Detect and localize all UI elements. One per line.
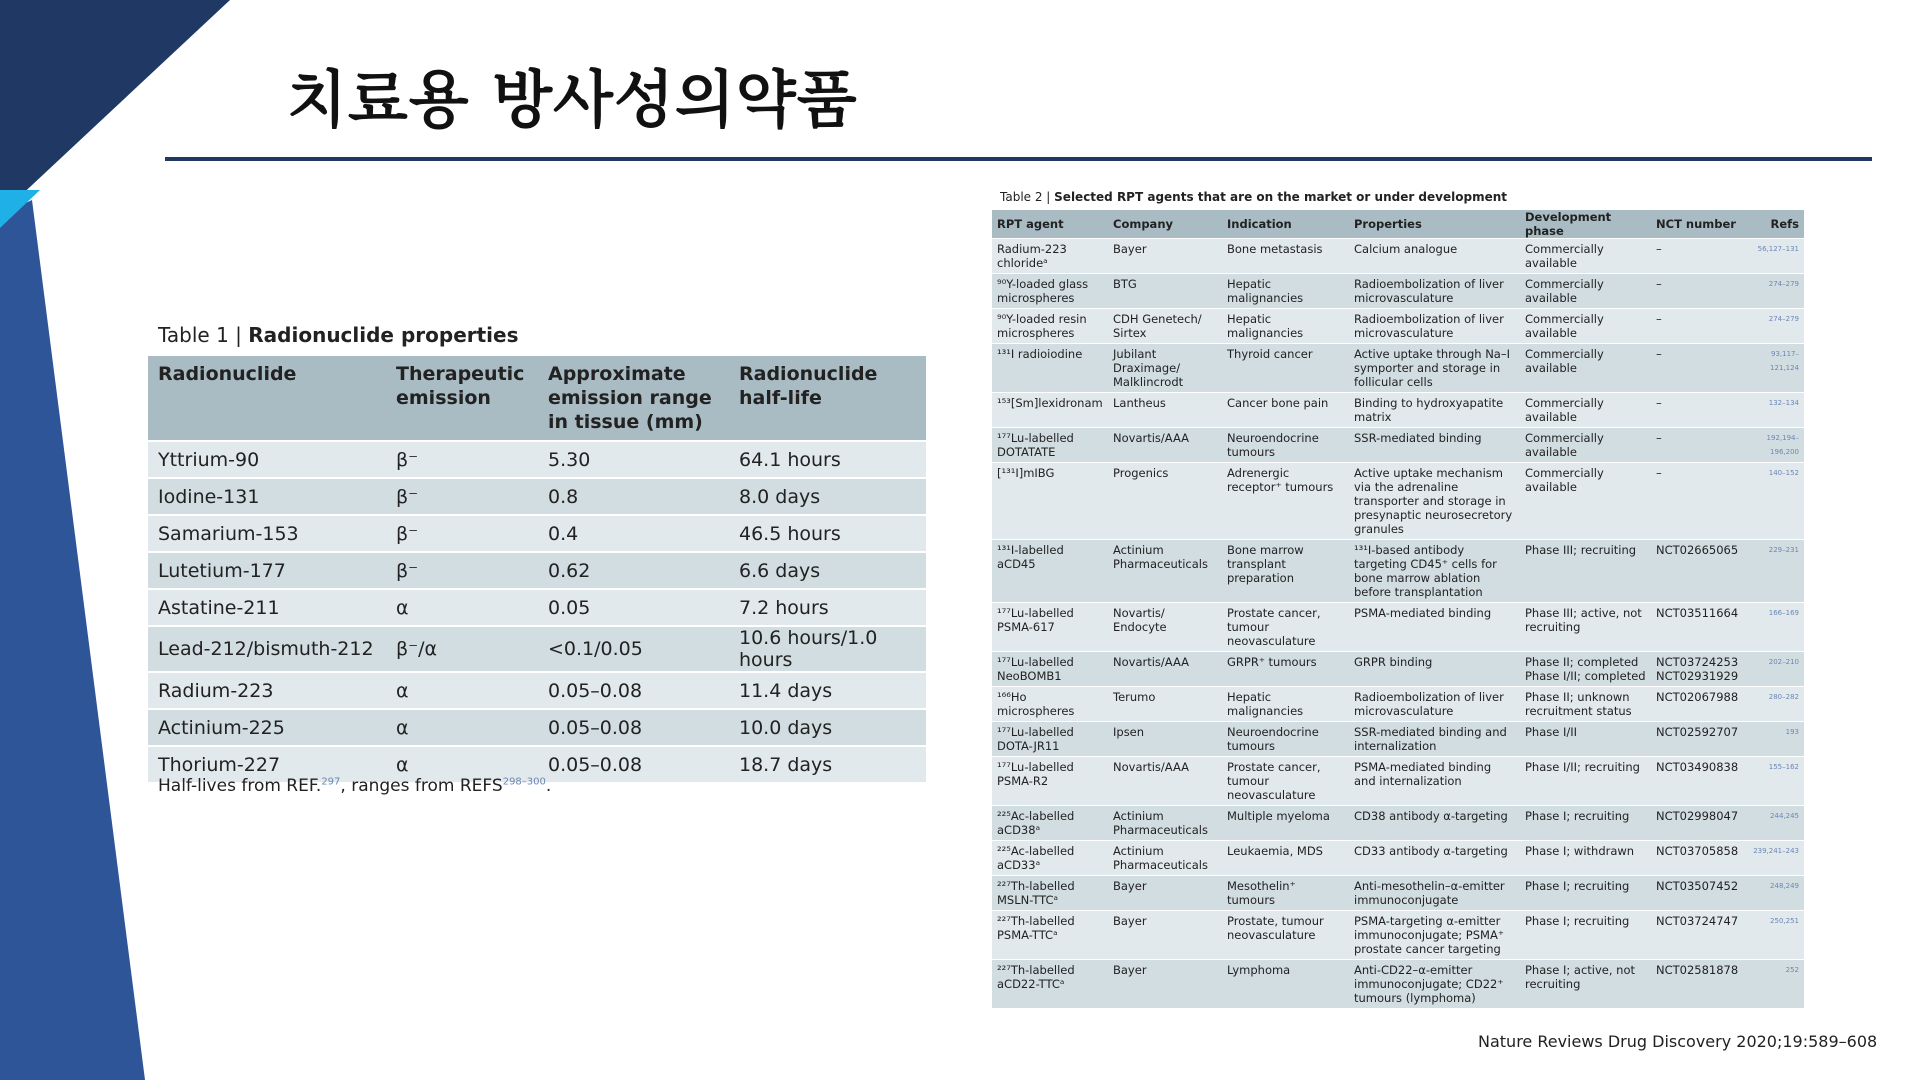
table-cell: 0.8 (538, 478, 729, 515)
table-cell: 7.2 hours (729, 589, 926, 626)
table-cell: 140–152 (1747, 463, 1804, 540)
table-cell: Commercially available (1520, 393, 1651, 428)
table-cell: Astatine-211 (148, 589, 386, 626)
table-row (992, 428, 1804, 463)
table-cell: Bayer (1108, 960, 1222, 1009)
table-cell: Neuroendocrine tumours (1222, 722, 1349, 757)
title-underline (165, 157, 1872, 161)
table-cell: Actinium Pharmaceuticals (1108, 806, 1222, 841)
table-cell: 0.05–0.08 (538, 746, 729, 782)
table-cell: Radioembolization of liver microvasculature (1349, 309, 1520, 344)
table-cell: ¹⁷⁷Lu-labelled DOTA-JR11 (992, 722, 1108, 757)
table-cell: CDH Genetech/ Sirtex (1108, 309, 1222, 344)
table-cell: Bayer (1108, 239, 1222, 274)
table1-header-row (148, 356, 926, 441)
table-cell: Anti-CD22–α-emitter immunoconjugate; CD22⁺ tumours (lymphoma) (1349, 960, 1520, 1009)
footnote-text: Half-lives from REF. (158, 776, 322, 796)
table-cell: – (1651, 393, 1747, 428)
table-cell: 93,117–121,124 (1747, 344, 1804, 393)
table-cell: Leukaemia, MDS (1222, 841, 1349, 876)
table-cell: CD33 antibody α-targeting (1349, 841, 1520, 876)
table-cell: β⁻ (386, 478, 538, 515)
table-cell: Iodine-131 (148, 478, 386, 515)
table-cell: Anti-mesothelin–α-emitter immunoconjugate (1349, 876, 1520, 911)
table-cell: Actinium Pharmaceuticals (1108, 540, 1222, 603)
table-cell: ²²⁷Th-labelled PSMA-TTCᵃ (992, 911, 1108, 960)
table-row (992, 722, 1804, 757)
table-cell: Commercially available (1520, 344, 1651, 393)
table-cell: GRPR⁺ tumours (1222, 652, 1349, 687)
table-cell: 239,241–243 (1747, 841, 1804, 876)
table-cell: 166–169 (1747, 603, 1804, 652)
table2-header-row (992, 210, 1804, 239)
table2-header-cell: Indication (1222, 210, 1349, 239)
table-cell: 5.30 (538, 441, 729, 478)
table-cell: Phase II; completed Phase I/II; completed (1520, 652, 1651, 687)
table-cell: ²²⁵Ac-labelled aCD38ᵃ (992, 806, 1108, 841)
table-cell: Phase I/II; recruiting (1520, 757, 1651, 806)
table-row (148, 672, 926, 709)
blue-left-band (0, 200, 145, 1080)
table-cell: Commercially available (1520, 309, 1651, 344)
table-cell: Thorium-227 (148, 746, 386, 782)
table-cell: ¹⁷⁷Lu-labelled PSMA-617 (992, 603, 1108, 652)
table-row (992, 876, 1804, 911)
table-cell: Novartis/AAA (1108, 652, 1222, 687)
table-cell: ¹³¹I-based antibody targeting CD45⁺ cells for bone marrow ablation before transplantation (1349, 540, 1520, 603)
table-cell: NCT03490838 (1651, 757, 1747, 806)
table-cell: Bone metastasis (1222, 239, 1349, 274)
table2-caption (1000, 190, 1507, 204)
table-cell: Lead-212/bismuth-212 (148, 626, 386, 672)
table-cell: α (386, 709, 538, 746)
table-cell: ²²⁵Ac-labelled aCD33ᵃ (992, 841, 1108, 876)
table-cell: Mesothelin⁺ tumours (1222, 876, 1349, 911)
table-cell: BTG (1108, 274, 1222, 309)
table-row (992, 344, 1804, 393)
table-cell: Active uptake through Na–I symporter and storage in follicular cells (1349, 344, 1520, 393)
table-cell: NCT02998047 (1651, 806, 1747, 841)
table-cell: Lutetium-177 (148, 552, 386, 589)
table-cell: Commercially available (1520, 274, 1651, 309)
table1-header-cell: Approximate emission range in tissue (mm) (538, 356, 729, 441)
table-cell: Prostate, tumour neovasculature (1222, 911, 1349, 960)
table-cell: 274–279 (1747, 309, 1804, 344)
table-cell: Adrenergic receptor⁺ tumours (1222, 463, 1349, 540)
table-cell: Cancer bone pain (1222, 393, 1349, 428)
table-cell: 250,251 (1747, 911, 1804, 960)
table1-header-cell: Therapeutic emission (386, 356, 538, 441)
table-cell: NCT03724253 NCT02931929 (1651, 652, 1747, 687)
table-row (992, 239, 1804, 274)
table-cell: SSR-mediated binding and internalization (1349, 722, 1520, 757)
table-cell: 18.7 days (729, 746, 926, 782)
table-cell: Bone marrow transplant preparation (1222, 540, 1349, 603)
table-cell: Radioembolization of liver microvasculature (1349, 687, 1520, 722)
table-cell: NCT02581878 (1651, 960, 1747, 1009)
table2-header-cell: RPT agent (992, 210, 1108, 239)
table-cell: Commercially available (1520, 463, 1651, 540)
table1-header-cell: Radionuclide half-life (729, 356, 926, 441)
table1-header-cell: Radionuclide (148, 356, 386, 441)
table-row (992, 806, 1804, 841)
table-cell: PSMA-mediated binding (1349, 603, 1520, 652)
table-cell: 192,194–196,200 (1747, 428, 1804, 463)
table-cell: ¹³¹I-labelled aCD45 (992, 540, 1108, 603)
table-cell: ⁹⁰Y-loaded resin microspheres (992, 309, 1108, 344)
table-cell: ¹⁵³[Sm]lexidronam (992, 393, 1108, 428)
table-cell: 11.4 days (729, 672, 926, 709)
footnote-text: , ranges from REFS (340, 776, 503, 796)
table-cell: ¹⁶⁶Ho microspheres (992, 687, 1108, 722)
table-cell: – (1651, 428, 1747, 463)
table-cell: 155–162 (1747, 757, 1804, 806)
table-cell: 202–210 (1747, 652, 1804, 687)
table1-body (148, 441, 926, 782)
table1-footnote (158, 776, 551, 796)
table-cell: NCT03511664 (1651, 603, 1747, 652)
table-row (992, 652, 1804, 687)
table-cell: ¹⁷⁷Lu-labelled NeoBOMB1 (992, 652, 1108, 687)
table-cell: α (386, 589, 538, 626)
table-cell: NCT03705858 (1651, 841, 1747, 876)
table-row (148, 626, 926, 672)
table-row (148, 441, 926, 478)
table-row (148, 478, 926, 515)
table-row (992, 274, 1804, 309)
table-row (148, 589, 926, 626)
table-cell: Novartis/AAA (1108, 757, 1222, 806)
table-cell: Jubilant Draximage/ Malklincrodt (1108, 344, 1222, 393)
table-cell: Binding to hydroxyapatite matrix (1349, 393, 1520, 428)
table-cell: β⁻ (386, 552, 538, 589)
table-cell: Samarium-153 (148, 515, 386, 552)
table-cell: 0.62 (538, 552, 729, 589)
table-cell: 229–231 (1747, 540, 1804, 603)
table-cell: CD38 antibody α-targeting (1349, 806, 1520, 841)
table-cell: Ipsen (1108, 722, 1222, 757)
table-cell: NCT03507452 (1651, 876, 1747, 911)
table-cell: 274–279 (1747, 274, 1804, 309)
table-cell: ⁹⁰Y-loaded glass microspheres (992, 274, 1108, 309)
table-cell: NCT02067988 (1651, 687, 1747, 722)
table1-caption-title: Radionuclide properties (248, 323, 519, 347)
table-cell: NCT02592707 (1651, 722, 1747, 757)
table-cell: Phase III; recruiting (1520, 540, 1651, 603)
table-cell: – (1651, 463, 1747, 540)
table-cell: Novartis/AAA (1108, 428, 1222, 463)
table-cell: Progenics (1108, 463, 1222, 540)
table1-caption (158, 323, 519, 347)
table-cell: α (386, 672, 538, 709)
table-cell: 132–134 (1747, 393, 1804, 428)
table-cell: 248,249 (1747, 876, 1804, 911)
table-cell: Phase I; recruiting (1520, 876, 1651, 911)
table-cell: Active uptake mechanism via the adrenaline transporter and storage in presynaptic neurosecretory granules (1349, 463, 1520, 540)
radionuclide-properties-table (148, 356, 926, 782)
table-cell: Novartis/ Endocyte (1108, 603, 1222, 652)
table-cell: 56,127–131 (1747, 239, 1804, 274)
table-cell: ²²⁷Th-labelled MSLN-TTCᵃ (992, 876, 1108, 911)
table-row (148, 515, 926, 552)
table-cell: – (1651, 344, 1747, 393)
footnote-ref: 297 (321, 776, 341, 788)
table-row (992, 603, 1804, 652)
table-cell: Yttrium-90 (148, 441, 386, 478)
slide-title: 치료용 방사성의약품 (287, 63, 858, 136)
table-row (148, 552, 926, 589)
table-cell: 10.6 hours/1.0 hours (729, 626, 926, 672)
table-cell: β⁻/α (386, 626, 538, 672)
table-cell: 64.1 hours (729, 441, 926, 478)
table-cell: 46.5 hours (729, 515, 926, 552)
table-cell: Actinium-225 (148, 709, 386, 746)
table2-caption-title: Selected RPT agents that are on the market or under development (1054, 190, 1507, 204)
table-cell: ¹⁷⁷Lu-labelled DOTATATE (992, 428, 1108, 463)
table-cell: <0.1/0.05 (538, 626, 729, 672)
table-cell: Phase II; unknown recruitment status (1520, 687, 1651, 722)
table-cell: ¹³¹I radioiodine (992, 344, 1108, 393)
table-cell: – (1651, 239, 1747, 274)
table-cell: [¹³¹I]mIBG (992, 463, 1108, 540)
table-cell: Phase I; withdrawn (1520, 841, 1651, 876)
table-cell: Lantheus (1108, 393, 1222, 428)
table-cell: Lymphoma (1222, 960, 1349, 1009)
table-cell: Calcium analogue (1349, 239, 1520, 274)
table-cell: NCT03724747 (1651, 911, 1747, 960)
table-cell: NCT02665065 (1651, 540, 1747, 603)
table-cell: Radioembolization of liver microvasculature (1349, 274, 1520, 309)
table-cell: β⁻ (386, 515, 538, 552)
table-cell: 193 (1747, 722, 1804, 757)
table-cell: 0.05 (538, 589, 729, 626)
table-row (992, 841, 1804, 876)
table-cell: Hepatic malignancies (1222, 309, 1349, 344)
table-row (992, 960, 1804, 1009)
table-cell: 6.6 days (729, 552, 926, 589)
table-cell: 10.0 days (729, 709, 926, 746)
table-cell: 244,245 (1747, 806, 1804, 841)
table-cell: Hepatic malignancies (1222, 274, 1349, 309)
table-row (992, 757, 1804, 806)
table-cell: Phase I; active, not recruiting (1520, 960, 1651, 1009)
table-cell: ²²⁷Th-labelled aCD22-TTCᵃ (992, 960, 1108, 1009)
table-cell: PSMA-targeting α-emitter immunoconjugate; PSMA⁺ prostate cancer targeting (1349, 911, 1520, 960)
table1-caption-prefix: Table 1 | (158, 323, 249, 347)
table-cell: Phase III; active, not recruiting (1520, 603, 1651, 652)
footnote-ref: 298–300 (502, 776, 546, 788)
table-row (992, 911, 1804, 960)
table-cell: Neuroendocrine tumours (1222, 428, 1349, 463)
table-cell: 280–282 (1747, 687, 1804, 722)
table-cell: Radium-223 chlorideᵃ (992, 239, 1108, 274)
table-row (992, 309, 1804, 344)
navy-corner-triangle (0, 0, 230, 215)
table2-header-cell: Refs (1747, 210, 1804, 239)
table2-caption-prefix: Table 2 | (1000, 190, 1055, 204)
table2-header-cell: Company (1108, 210, 1222, 239)
table-cell: Actinium Pharmaceuticals (1108, 841, 1222, 876)
table-cell: Multiple myeloma (1222, 806, 1349, 841)
table-cell: 252 (1747, 960, 1804, 1009)
table-cell: Thyroid cancer (1222, 344, 1349, 393)
table-cell: Prostate cancer, tumour neovasculature (1222, 757, 1349, 806)
table-cell: PSMA-mediated binding and internalization (1349, 757, 1520, 806)
table-cell: Phase I; recruiting (1520, 806, 1651, 841)
table-cell: 0.05–0.08 (538, 709, 729, 746)
table-row (992, 540, 1804, 603)
table-cell: SSR-mediated binding (1349, 428, 1520, 463)
table2-header-cell: NCT number (1651, 210, 1747, 239)
table-row (992, 393, 1804, 428)
table-cell: 8.0 days (729, 478, 926, 515)
table-cell: – (1651, 309, 1747, 344)
table-cell: – (1651, 274, 1747, 309)
table2-header-cell: Properties (1349, 210, 1520, 239)
table-cell: α (386, 746, 538, 782)
table-cell: 0.4 (538, 515, 729, 552)
table-cell: ¹⁷⁷Lu-labelled PSMA-R2 (992, 757, 1108, 806)
table-cell: Commercially available (1520, 239, 1651, 274)
table-cell: Prostate cancer, tumour neovasculature (1222, 603, 1349, 652)
table2-body (992, 239, 1804, 1009)
table-row (992, 687, 1804, 722)
table-row (992, 463, 1804, 540)
table-cell: 0.05–0.08 (538, 672, 729, 709)
table-cell: Phase I/II (1520, 722, 1651, 757)
table-cell: Bayer (1108, 876, 1222, 911)
table-row (148, 709, 926, 746)
table-cell: Phase I; recruiting (1520, 911, 1651, 960)
table-cell: β⁻ (386, 441, 538, 478)
source-citation: Nature Reviews Drug Discovery 2020;19:589–608 (1478, 1032, 1878, 1051)
table-cell: Commercially available (1520, 428, 1651, 463)
table-cell: Radium-223 (148, 672, 386, 709)
footnote-text: . (545, 776, 552, 796)
table-cell: GRPR binding (1349, 652, 1520, 687)
table2-header-cell: Development phase (1520, 210, 1651, 239)
table-cell: Hepatic malignancies (1222, 687, 1349, 722)
table-cell: Bayer (1108, 911, 1222, 960)
rpt-agents-table (992, 210, 1804, 1008)
table-cell: Terumo (1108, 687, 1222, 722)
